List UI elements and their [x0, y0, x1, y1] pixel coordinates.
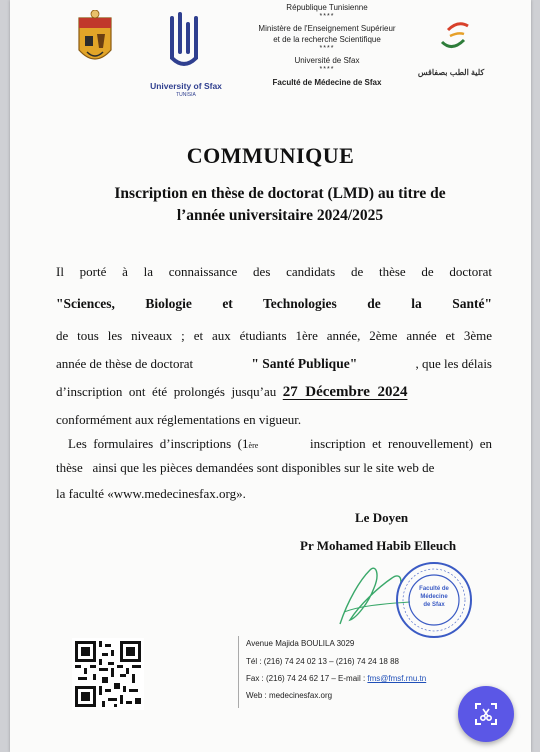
tunisia-coat-of-arms-logo [73, 10, 117, 70]
subtitle-line-1: Inscription en thèse de doctorat (LMD) au titre de [114, 185, 446, 202]
superscript: ère [248, 441, 259, 450]
faculty-logo-arabic: كلية الطب بصفاقس [417, 68, 485, 77]
body-text: année de thèse de doctorat [56, 356, 194, 371]
body-text: inscription et renouvellement) en [303, 436, 492, 451]
document-title: COMMUNIQUE [186, 143, 355, 168]
contact-footer [246, 637, 426, 702]
ministry-text-1: Ministère de l'Enseignement Supérieur [258, 24, 396, 33]
body-line [56, 356, 492, 372]
document-subtitle [50, 183, 510, 227]
qr-code [72, 638, 144, 710]
stars-divider: **** [319, 13, 335, 20]
deadline-date: 27 Décembre 2024 [282, 384, 408, 400]
faculty-medicine-logo [428, 12, 476, 58]
body-text: , que les délais [415, 356, 492, 371]
ministry-text-2: et de la recherche Scientifique [273, 35, 381, 44]
body-text-program: " Santé Publique" [251, 356, 358, 371]
university-logo-country: TUNISIA [176, 92, 196, 98]
footer-fax [246, 672, 426, 685]
footer-email-link[interactable]: fms@fmsf.rnu.tn [367, 674, 427, 683]
body-line-program: "Sciences, Biologie et Technologies de la Santé" [56, 296, 492, 311]
body-line-website: la faculté «www.medecinesfax.org». [56, 486, 246, 501]
body-line: de tous les niveaux ; et aux étudiants 1ère année, 2ème année et 3ème [56, 328, 492, 343]
footer-divider [238, 636, 239, 708]
header-institution-block [232, 2, 422, 88]
footer-fax-text: Fax : (216) 74 24 62 17 – E-mail : [246, 674, 368, 683]
stars-divider: **** [319, 66, 335, 73]
university-text: Université de Sfax [294, 56, 360, 65]
body-line [56, 384, 492, 401]
republic-text: République Tunisienne [286, 3, 368, 12]
scissors-crop-icon [473, 701, 499, 727]
university-logo-name: University of Sfax [150, 81, 222, 91]
body-line: Il porté à la connaissance des candidats de thèse de doctorat [56, 264, 492, 279]
footer-web: Web : medecinesfax.org [246, 691, 333, 700]
document-page [10, 0, 531, 752]
body-line: thèse ainsi que les pièces demandées sont disponibles sur le site web de [56, 460, 435, 475]
stamp-text: Faculté de Médecine de Sfax [419, 586, 449, 608]
body-line [68, 436, 492, 452]
body-text: Les formulaires d’inscriptions (1 [68, 436, 249, 451]
screenshot-crop-button[interactable] [458, 686, 514, 742]
subtitle-line-2: l’année universitaire 2024/2025 [176, 207, 384, 224]
body-line: conformément aux réglementations en vigueur. [56, 412, 302, 427]
footer-address: Avenue Majida BOULILA 3029 [246, 639, 355, 648]
signatory-title: Le Doyen [355, 510, 409, 525]
body-text: d’inscription ont été prolongés jusqu’au [56, 384, 283, 399]
university-of-sfax-logo [162, 12, 206, 74]
faculty-text: Faculté de Médecine de Sfax [272, 78, 382, 87]
signatory-name: Pr Mohamed Habib Elleuch [300, 538, 457, 553]
footer-tel: Tél : (216) 74 24 02 13 – (216) 74 24 18 88 [246, 657, 399, 666]
stars-divider: **** [319, 45, 335, 52]
